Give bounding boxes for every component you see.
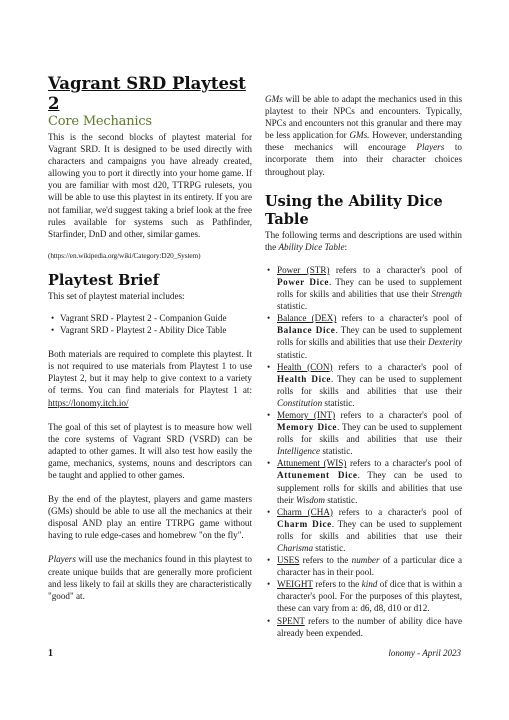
stat-name: Constitution	[277, 397, 323, 408]
document-title: Vagrant SRD Playtest 2	[48, 74, 246, 113]
pool-name: Attunement Dice	[277, 470, 358, 481]
term-text: refers to a character's pool of	[335, 409, 462, 420]
term-health	[277, 361, 462, 409]
term-text: refers to a character's pool of	[332, 506, 462, 517]
right-column	[265, 93, 462, 639]
term-name: Memory (INT)	[277, 409, 336, 420]
brief-paragraph-3: By the end of the playtest, players and game masters (GMs) should be able to use all the mechanics at their disposal AND play an entire TTRPG game without having to rule edge-cases and homebrew "on the fly".	[48, 494, 252, 541]
gms-text-2: However, understanding these mechanics will encourage	[265, 130, 462, 153]
brief-paragraph-2: The goal of this set of playtest is to measure how well the core systems of Vagrant SRD (VSRD) can be adapted to other games. It will also test how easily the game, mechanics, systems, nouns and descriptors can be taught and applied to other games.	[48, 421, 252, 480]
ability-lead-text: The following terms and descriptions are used within the	[265, 229, 462, 252]
term-name: Power (STR)	[277, 264, 330, 275]
document-subtitle: Core Mechanics	[48, 114, 152, 129]
term-name: SPENT	[277, 615, 305, 626]
brief-paragraph-1-text: Both materials are required to complete this playtest. It is not required to use materials from Playtest 1 to use Playtest 2, but it may help to give context to a variety of terms. You can find materials for Playtest 1 at:	[48, 349, 252, 396]
term-text: statistic.	[277, 349, 308, 360]
pool-name: Health Dice	[277, 373, 332, 384]
term-text: statistic.	[324, 494, 358, 505]
term-text: of dice that is within a character's pool. For the purposes of this playtest, these can vary from a: d6, d8, d10 or d12.	[277, 579, 462, 614]
term-text: statistic.	[313, 543, 346, 553]
brief-paragraph-4-text: will use the mechanics found in this playtest to create unique builds that are generally more proficient and less likely to fail at skills they are characteristically "good" at.	[48, 554, 252, 601]
ability-dice-lead	[265, 229, 462, 253]
term-balance	[277, 312, 462, 360]
terms-list	[265, 264, 462, 639]
page-number: 1	[48, 648, 53, 659]
term-weight	[277, 578, 462, 614]
ability-lead-end: :	[344, 241, 348, 252]
ability-lead-em: Ability Dice Table	[278, 241, 345, 252]
brief-paragraph-1	[48, 348, 252, 408]
term-text: . They can be used to supplement rolls for skills and abilities that use their	[277, 373, 462, 396]
term-em: kind	[361, 579, 378, 590]
stat-name: Intelligence	[277, 446, 321, 457]
stat-name: Charisma	[277, 543, 314, 553]
footer-credit: lonomy - April 2023	[388, 648, 461, 658]
term-power	[277, 264, 462, 312]
term-text: statistic.	[320, 446, 353, 457]
players-term-2: Players	[416, 142, 445, 153]
term-name: WEIGHT	[277, 579, 313, 590]
term-memory	[277, 409, 462, 457]
stat-name: Dexterity	[428, 337, 462, 348]
term-text: refers to the number of ability dice have already been expended.	[277, 615, 462, 638]
term-text: . They can be used to supplement rolls for skills and abilities that use their	[277, 422, 462, 445]
term-name: Charm (CHA)	[277, 506, 333, 517]
pool-name: Power Dice	[277, 276, 330, 287]
pool-name: Charm Dice	[277, 518, 332, 529]
term-name: Health (CON)	[277, 361, 333, 372]
left-column	[48, 74, 252, 602]
term-name: USES	[277, 555, 300, 566]
term-text: refers to a character's pool of	[346, 458, 462, 469]
term-spent	[277, 615, 462, 639]
brief-paragraph-4	[48, 553, 252, 601]
term-em: number	[351, 555, 380, 566]
term-name: Balance (DEX)	[277, 313, 337, 324]
term-charm	[277, 506, 462, 554]
term-text: statistic.	[322, 397, 355, 408]
term-text: . They can be used to supplement rolls for skills and abilities that use their	[277, 518, 462, 541]
term-text: refers to the	[312, 579, 362, 590]
term-text: . They can be used to supplement rolls for skills and abilities that use their	[277, 276, 462, 300]
intro-url[interactable]: (https://en.wikipedia.org/wiki/Category:D20_System)	[48, 250, 201, 260]
brief-lead: This set of playtest material includes:	[48, 290, 185, 301]
itch-link[interactable]: https://lonomy.itch.io/	[48, 397, 129, 408]
list-item: • Vagrant SRD - Playtest 2 - Companion Guide	[60, 312, 252, 324]
term-text: refers to a character's pool of	[329, 264, 462, 275]
gms-text-3: to incorporate them into their character choices throughout play.	[265, 142, 462, 177]
term-text: refers to a character's pool of	[332, 361, 462, 372]
materials-list	[48, 312, 252, 336]
ability-dice-heading: Using the Ability Dice Table	[265, 192, 443, 228]
gms-term: GMs	[265, 94, 283, 104]
term-text: statistic.	[277, 301, 308, 312]
term-name: Attunement (WIS)	[277, 458, 347, 469]
players-term: Players	[48, 554, 76, 565]
intro-paragraph: This is the second blocks of playtest material for Vagrant SRD. It is designed to be used directly with characters and campaigns you have already created, allowing you to port it directly into your home game. If you are familiar with most d20, TTRPG rulesets, you will be able to use this playtest in its entirety. If you are not familiar, we'd suggest taking a brief look at the free rules available for systems such as Pathfinder, Starfinder, DnD and other, similar games.	[48, 132, 252, 239]
term-text: of a particular dice a character has in their pool.	[277, 555, 463, 578]
pool-name: Memory Dice	[277, 422, 338, 433]
list-item: • Vagrant SRD - Playtest 2 - Ability Dice Table	[60, 324, 252, 336]
gms-term-2: GMs.	[349, 130, 370, 141]
term-attunement	[277, 457, 462, 505]
gms-paragraph	[265, 93, 462, 178]
playtest-brief-heading: Playtest Brief	[48, 271, 159, 289]
term-text: . They can be used to supplement rolls for skills and abilities that use their	[277, 470, 463, 505]
term-text: refers to the	[299, 555, 352, 566]
term-uses	[277, 554, 462, 578]
gms-text-1: will be able to adapt the mechanics used in this playtest to their NPCs and encounters. Typically, NPCs and encounters not this granular and there may be less application for	[265, 94, 462, 141]
stat-name: Wisdom	[296, 494, 325, 505]
term-text: . They can be used to supplement rolls for skills and abilities that use their	[277, 325, 462, 348]
term-text: refers to a character's pool of	[336, 313, 462, 324]
stat-name: Strength	[431, 289, 462, 300]
pool-name: Balance Dice	[277, 325, 336, 336]
